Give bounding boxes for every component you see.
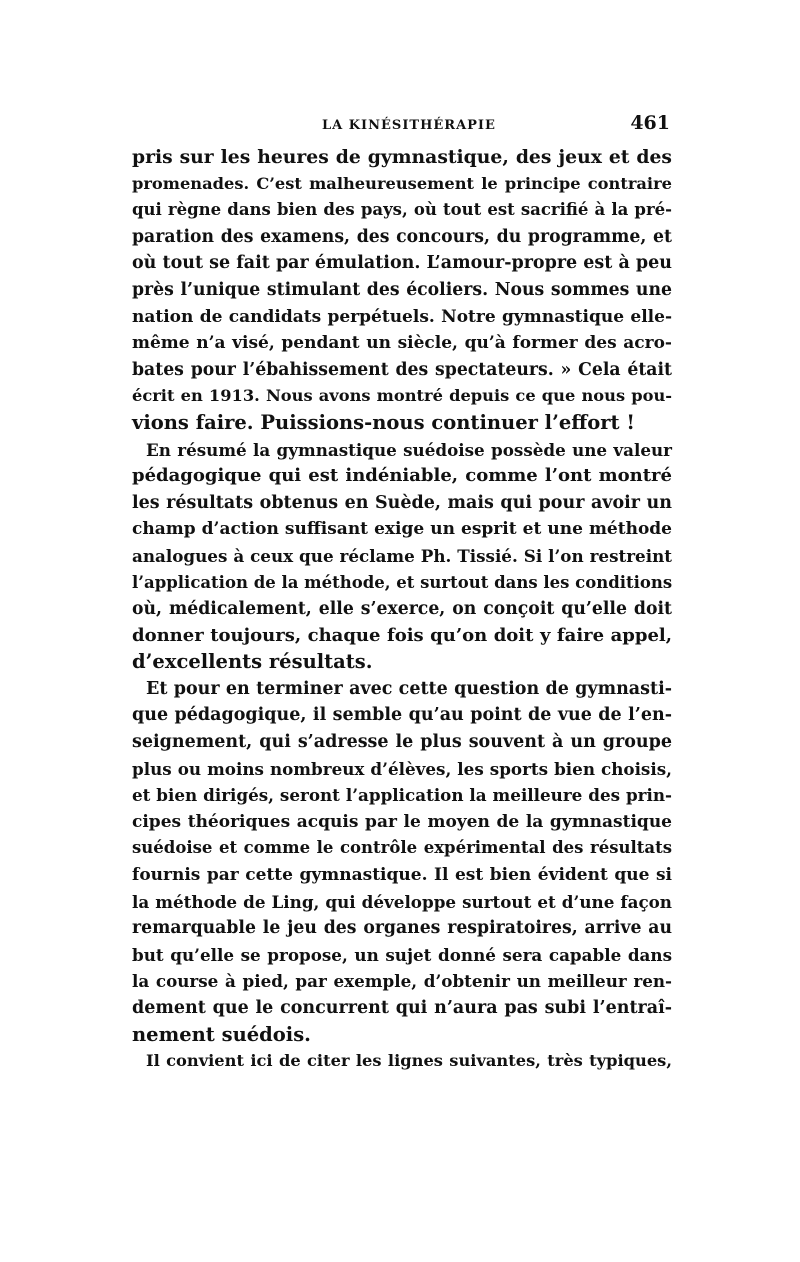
running-title: LA KINÉSITHÉRAPIE (322, 118, 496, 133)
book-page (132, 112, 672, 1075)
paragraph (132, 437, 672, 676)
paragraph (132, 676, 672, 1048)
text-line: Il convient ici de citer les lignes suivantes, très typiques, (146, 1051, 672, 1071)
text-line: cipes théoriques acquis par le moyen de la gymnastique (132, 811, 672, 832)
body-text (132, 144, 672, 1075)
text-line: nation de candidats perpétuels. Notre gymnastique elle- (132, 306, 672, 327)
text-line: la méthode de Ling, qui développe surtout et d’une façon (132, 891, 672, 912)
text-line: où, médicalement, elle s’exerce, on conçoit qu’elle doit (132, 599, 672, 620)
text-line: écrit en 1913. Nous avons montré depuis ce que nous pou- (132, 386, 672, 406)
text-line: suédoise et comme le contrôle expérimental des résultats (132, 838, 672, 858)
text-line: nement suédois. (132, 1022, 311, 1046)
text-line: et bien dirigés, seront l’application la meilleure des prin- (132, 785, 672, 806)
text-line: promenades. C’est malheureusement le principe contraire (132, 173, 672, 193)
page-number: 461 (630, 112, 670, 134)
text-line: même n’a visé, pendant un siècle, qu’à former des acro- (132, 333, 672, 354)
text-line: les résultats obtenus en Suède, mais qui pour avoir un (132, 492, 672, 513)
text-line: l’application de la méthode, et surtout dans les conditions (132, 572, 673, 592)
text-line: donner toujours, chaque fois qu’on doit y faire appel, (132, 624, 672, 646)
text-line: où tout se fait par émulation. L’amour-propre est à peu (132, 253, 672, 274)
text-line: bates pour l’ébahissement des spectateurs. » Cela était (132, 359, 672, 380)
paragraph (132, 1048, 672, 1075)
text-line: qui règne dans bien des pays, où tout est sacrifié à la pré- (132, 200, 672, 220)
text-line: dement que le concurrent qui n’aura pas subi l’entraî- (132, 998, 672, 1018)
text-line: En résumé la gymnastique suédoise possède une valeur (146, 439, 672, 460)
text-line: d’excellents résultats. (132, 650, 373, 674)
text-line: pédagogique qui est indéniable, comme l’ont montré (132, 465, 672, 487)
text-line: remarquable le jeu des organes respiratoires, arrive au (132, 918, 672, 939)
paragraph (132, 144, 672, 437)
text-line: but qu’elle se propose, un sujet donné sera capable dans (132, 944, 672, 965)
text-line: que pédagogique, il semble qu’au point de vue de l’en- (132, 705, 672, 726)
text-line: champ d’action suffisant exige un esprit et une méthode (132, 519, 672, 540)
text-line: la course à pied, par exemple, d’obtenir un meilleur ren- (132, 971, 672, 992)
text-line: seignement, qui s’adresse le plus souvent à un groupe (132, 732, 672, 753)
text-line: plus ou moins nombreux d’élèves, les sports bien choisis, (132, 758, 672, 779)
text-line: analogues à ceux que réclame Ph. Tissié. Si l’on restreint (132, 545, 672, 566)
text-line: pris sur les heures de gymnastique, des jeux et des (132, 146, 672, 168)
page-header (132, 112, 672, 142)
text-line: fournis par cette gymnastique. Il est bien évident que si (132, 865, 672, 886)
text-line: Et pour en terminer avec cette question de gymnasti- (146, 678, 672, 699)
text-line: vions faire. Puissions-nous continuer l’effort ! (132, 410, 635, 434)
text-line: paration des examens, des concours, du programme, et (132, 226, 672, 247)
text-line: près l’unique stimulant des écoliers. Nous sommes une (132, 279, 672, 300)
